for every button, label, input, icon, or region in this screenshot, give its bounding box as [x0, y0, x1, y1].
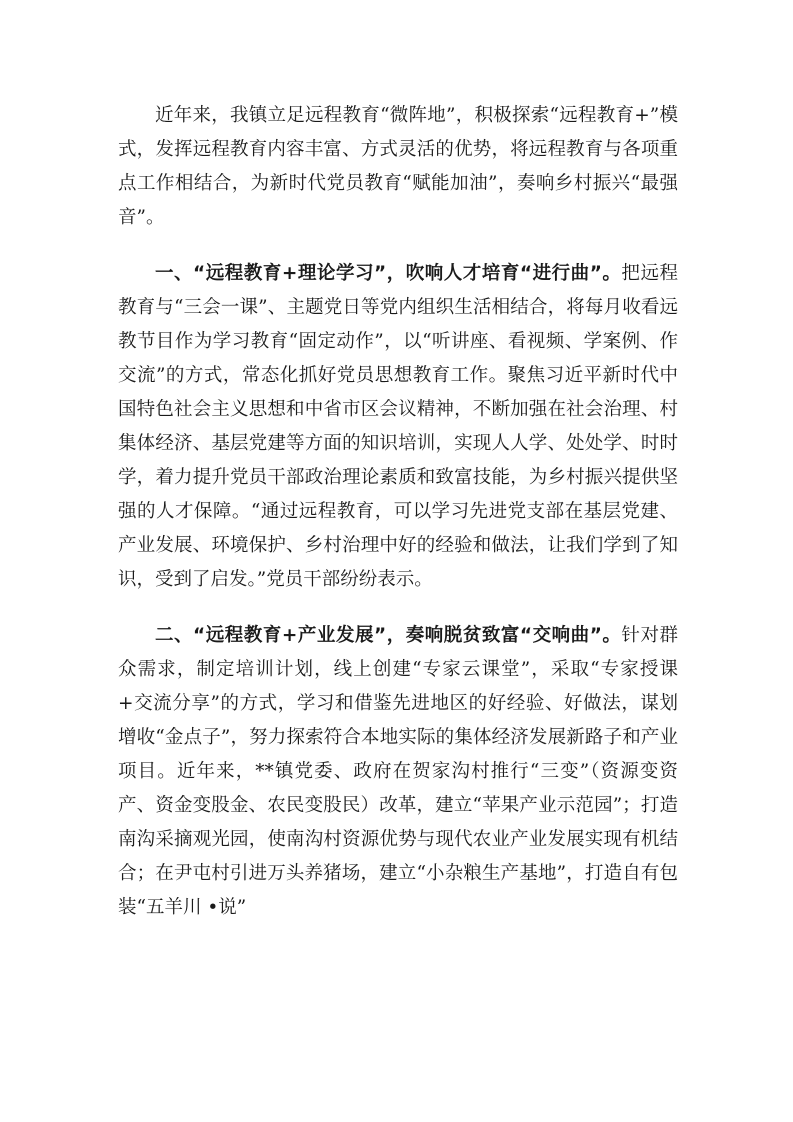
paragraph-text: 近年来，我镇立足远程教育“微阵地”，积极探索“远程教育+”模式，发挥远程教育内容丰富、方式灵活的优势，将远程教育与各项重点工作相结合，为新时代党员教育“赋能加油”，奏响乡村振兴“最强音”。 [118, 105, 678, 228]
paragraph-section-1 [118, 257, 678, 597]
paragraph-section-2 [118, 619, 678, 925]
section-heading: 一、“远程教育+理论学习”，吹响人才培育“进行曲”。 [155, 263, 622, 284]
paragraph-text: 针对群众需求，制定培训计划，线上创建“专家云课堂”，采取“专家授课+交流分享”的方式，学习和借鉴先进地区的好经验、好做法，谋划增收“金点子”，努力探索符合本地实际的集体经济发展新路子和产业项目。近年来，**镇党委、政府在贺家沟村推行“三变”（资源变资产、资金变股金、农民变股民）改革，建立“苹果产业示范园”；打造南沟采摘观光园，使南沟村资源优势与现代农业产业发展实现有机结合；在尹屯村引进万头养猪场，建立“小杂粮生产基地”，打造自有包装“五羊川 •说” [118, 625, 678, 918]
section-heading: 二、“远程教育+产业发展”，奏响脱贫致富“交响曲”。 [155, 625, 622, 646]
document-page [118, 99, 678, 947]
paragraph-intro [118, 99, 678, 235]
paragraph-text: 把远程教育与“三会一课”、主题党日等党内组织生活相结合，将每月收看远教节目作为学习教育“固定动作”，以“听讲座、看视频、学案例、作交流”的方式，常态化抓好党员思想教育工作。聚焦习近平新时代中国特色社会主义思想和中省市区会议精神，不断加强在社会治理、村集体经济、基层党建等方面的知识培训，实现人人学、处处学、时时学，着力提升党员干部政治理论素质和致富技能，为乡村振兴提供坚强的人才保障。“通过远程教育，可以学习先进党支部在基层党建、产业发展、环境保护、乡村治理中好的经验和做法，让我们学到了知识，受到了启发。”党员干部纷纷表示。 [118, 263, 678, 590]
